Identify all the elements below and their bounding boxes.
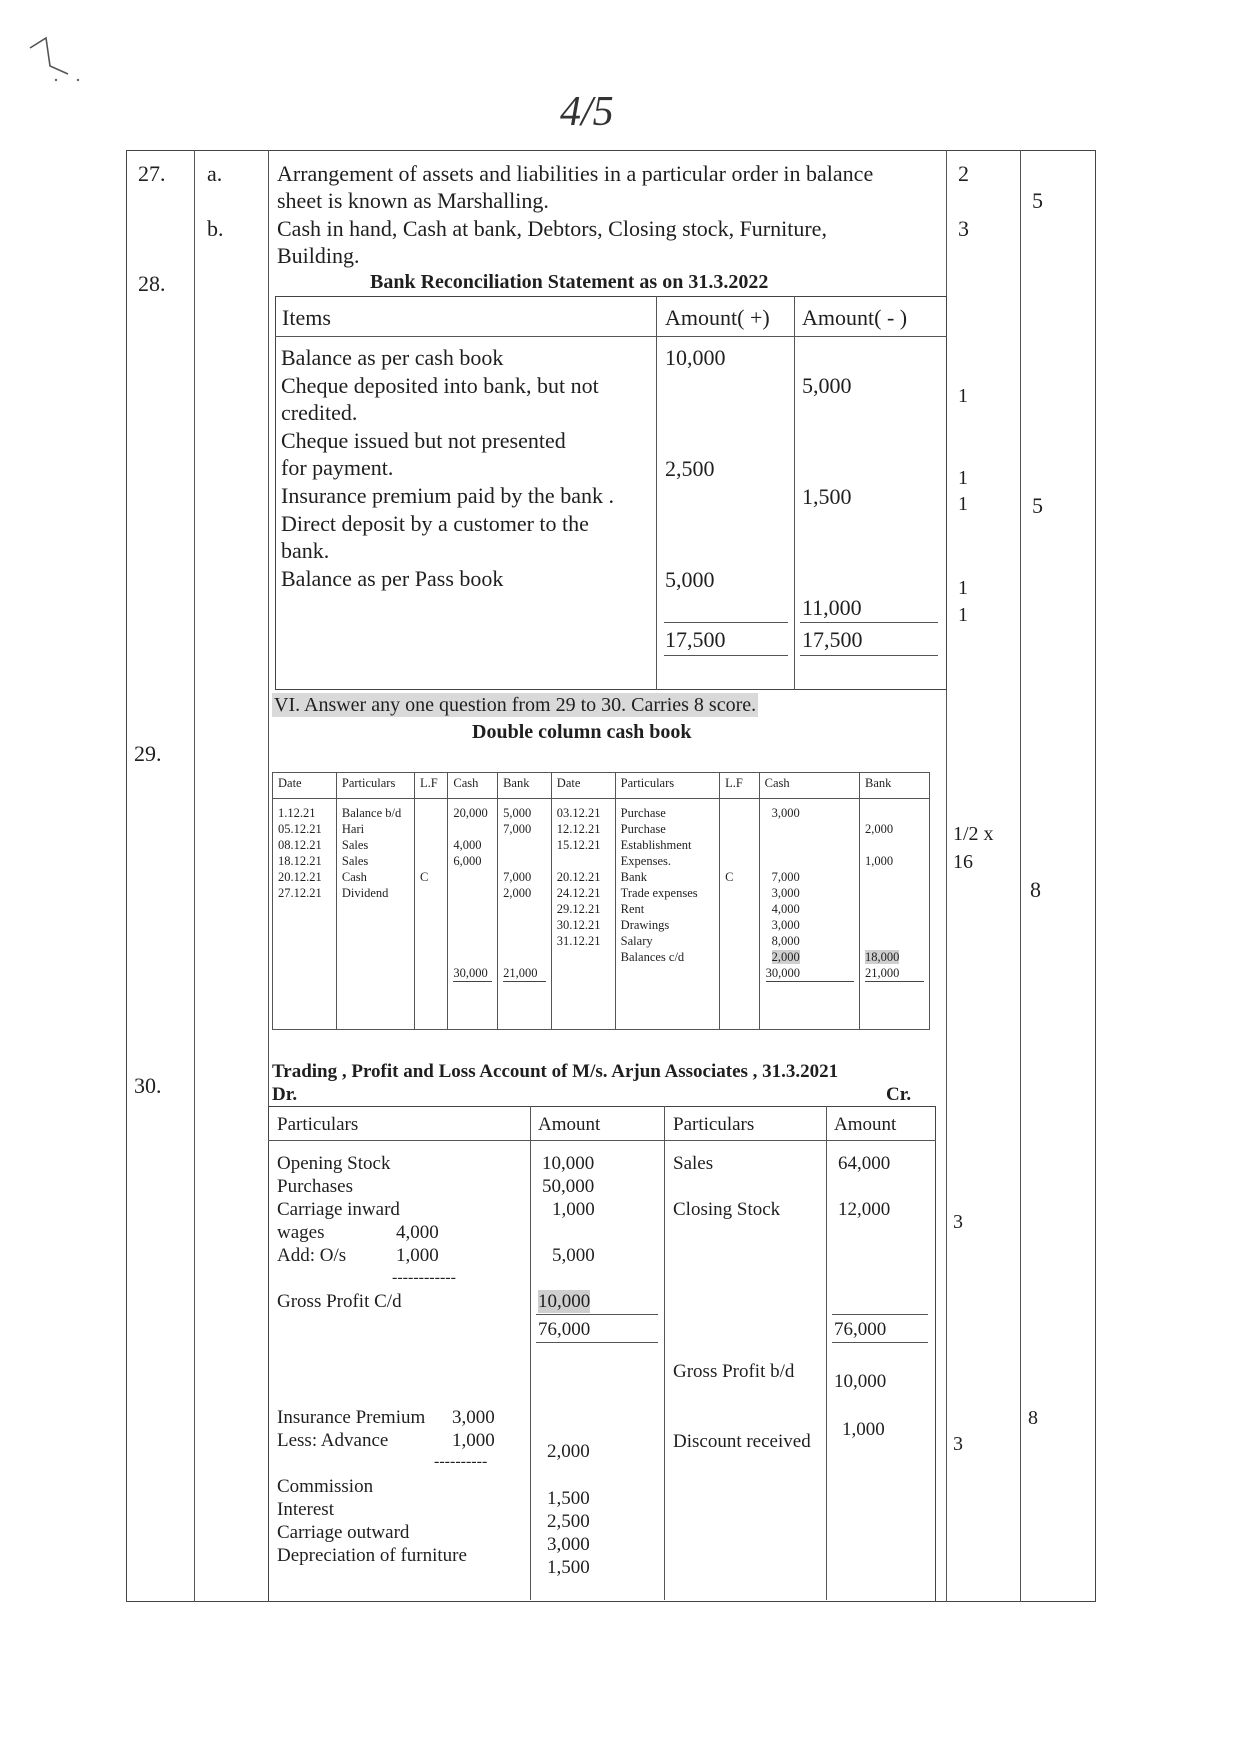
corner-scribble [10, 30, 100, 90]
q27a-line-2: sheet is known as Marshalling. [277, 188, 549, 213]
fa-tc-particular: Sales [673, 1153, 714, 1174]
brs-plus-value: 10,000 [665, 345, 726, 370]
cb-cell [865, 933, 924, 949]
cb-cell: 3,000 [771, 806, 800, 820]
cb-cell [865, 901, 924, 917]
cb-cr-particulars [615, 799, 719, 1030]
cb-header-bank: Bank [860, 773, 930, 799]
brs-total-rule-minus [800, 622, 938, 623]
fa-tc-total-rule [832, 1314, 928, 1315]
cb-cell [865, 805, 924, 821]
cb-cr-total-cash: 30,000 [766, 965, 854, 982]
cb-cell [865, 917, 924, 933]
cb-cell-highlight: 18,000 [865, 950, 900, 964]
cb-cell: 5,000 [503, 806, 532, 820]
fa-pd-particular: Carriage outward [277, 1522, 410, 1543]
fa-tc-total-underline [832, 1342, 928, 1343]
cb-header-bank: Bank [498, 773, 552, 799]
cb-dr-total-bank: 21,000 [503, 965, 546, 982]
cb-cell [503, 853, 546, 869]
fa-pd-particular: Depreciation of furniture [277, 1545, 467, 1566]
cb-cell [772, 837, 854, 853]
brs-col-1 [656, 296, 657, 690]
cb-cell [453, 869, 492, 885]
brs-item-line: Cheque issued but not presented [281, 427, 566, 453]
cb-cell: 03.12.21 [556, 806, 601, 820]
cb-cell [725, 821, 754, 837]
cb-cell: Rent [620, 902, 645, 916]
fa-pd-amount: 1,500 [547, 1488, 590, 1509]
q27-total: 5 [1032, 188, 1043, 213]
brs-col-2 [794, 296, 795, 690]
fa-pc-particular: Discount received [673, 1431, 811, 1452]
cb-cell [725, 853, 754, 869]
brs-minus-value: 11,000 [802, 595, 862, 620]
brs-item-line: for payment. [281, 455, 394, 481]
fa-tc-total: 76,000 [834, 1319, 887, 1340]
brs-item-line: bank. [281, 538, 330, 564]
cb-cell: Sales [341, 854, 369, 868]
fa-tc-amount: 12,000 [838, 1199, 891, 1220]
cb-cell [725, 901, 754, 917]
fa-pd-particular: Commission [277, 1476, 374, 1497]
cb-cell [725, 885, 754, 901]
q27b-line-2: Building. [277, 243, 360, 268]
fa-header-particulars: Particulars [277, 1114, 359, 1135]
cb-cell: 7,000 [503, 870, 532, 884]
brs-plus-value: 2,500 [665, 456, 715, 481]
fa-td-amount: 1,000 [552, 1199, 595, 1220]
cb-cell: 1.12.21 [278, 806, 316, 820]
cb-cell: 4,000 [453, 838, 482, 852]
brs-total-rule-plus [664, 622, 788, 623]
cb-cell: 7,000 [503, 822, 532, 836]
cb-cell: 20.12.21 [278, 870, 322, 884]
cb-dr-particulars [336, 799, 414, 1030]
cb-cell: 31.12.21 [556, 934, 601, 948]
cb-cell [772, 821, 854, 837]
brs-mark: 1 [958, 604, 968, 626]
cb-cell: 20,000 [453, 806, 488, 820]
q27b-score: 3 [958, 216, 969, 241]
brs-total-plus: 17,500 [665, 627, 726, 652]
cb-cell: 8,000 [771, 934, 800, 948]
fa-pd-particular: Insurance Premium [277, 1407, 426, 1428]
cb-cell: Cash [341, 870, 367, 884]
cb-cell-highlight: 2,000 [771, 950, 800, 964]
fa-td-particular: Opening Stock [277, 1153, 391, 1174]
fa-td-amount-gross-profit: 10,000 [538, 1291, 591, 1312]
fa-header-amount: Amount [538, 1114, 601, 1135]
cb-cell [725, 837, 754, 853]
cb-cell: 27.12.21 [278, 886, 322, 900]
brs-minus-value: 1,500 [802, 484, 852, 509]
fa-td-dash-rule: ------------ [392, 1269, 456, 1286]
cb-cell: Balances c/d [620, 950, 685, 964]
cb-cell: Purchase [620, 822, 666, 836]
cb-cell: 2,000 [865, 822, 894, 836]
cb-cell [420, 821, 442, 837]
cb-header-cash: Cash [759, 773, 859, 799]
fa-pd-particular: Interest [277, 1499, 334, 1520]
cb-cell: 05.12.21 [278, 822, 322, 836]
fa-tc-amount: 64,000 [838, 1153, 891, 1174]
cb-cell [557, 853, 610, 869]
brs-item-line: Direct deposit by a customer to the [281, 510, 589, 536]
section-6-heading: VI. Answer any one question from 29 to 30. Carries 8 score. [274, 694, 757, 716]
cb-cell: 30.12.21 [556, 918, 601, 932]
q30-mark: 3 [953, 1433, 963, 1455]
cb-header-lf: L.F [414, 773, 447, 799]
q27b-line-1: Cash in hand, Cash at bank, Debtors, Closing stock, Furniture, [277, 216, 827, 241]
brs-mark: 1 [958, 493, 968, 515]
double-column-cash-book [272, 772, 930, 1030]
brs-plus-value: 5,000 [665, 567, 715, 592]
cb-cell: 1,000 [865, 854, 894, 868]
q27a-score: 2 [958, 161, 969, 186]
cb-cell [865, 837, 924, 853]
cb-cell: Establishment [620, 838, 692, 852]
fa-header-particulars: Particulars [673, 1114, 755, 1135]
part-b-label: b. [207, 216, 224, 241]
brs-title: Bank Reconciliation Statement as on 31.3.2022 [370, 271, 769, 293]
cb-dr-total-cash: 30,000 [453, 965, 492, 982]
q29-mark-line: 16 [953, 851, 973, 873]
brs-header-line [275, 336, 947, 337]
brs-header-plus: Amount( +) [665, 305, 770, 330]
q29-total: 8 [1030, 877, 1041, 902]
cb-cell: 12.12.21 [556, 822, 601, 836]
brs-mark: 1 [958, 385, 968, 407]
cb-cell: Bank [620, 870, 648, 884]
q30-mark: 3 [953, 1211, 963, 1233]
dr-label: Dr. [272, 1084, 298, 1105]
fa-header-line [268, 1140, 936, 1141]
brs-item-line: Balance as per Pass book [281, 565, 504, 591]
question-number-28: 28. [138, 271, 166, 296]
brs-mark: 1 [958, 467, 968, 489]
q27a-line-1: Arrangement of assets and liabilities in a particular order in balance [277, 161, 874, 186]
fa-header-amount: Amount [834, 1114, 897, 1135]
fa-col-1 [530, 1106, 531, 1600]
cb-cell: Salary [620, 934, 653, 948]
col-divider-1 [194, 150, 195, 1602]
cb-header-particulars: Particulars [336, 773, 414, 799]
fa-td-particular: Gross Profit C/d [277, 1291, 402, 1312]
cb-cell [865, 869, 924, 885]
cb-header-cash: Cash [448, 773, 498, 799]
brs-item-line: Balance as per cash book [281, 345, 504, 370]
cb-cell [772, 853, 854, 869]
fa-td-total-rule [536, 1314, 658, 1315]
cb-cell: Dividend [341, 886, 389, 900]
cb-cell: C [725, 870, 734, 884]
cb-header-date: Date [273, 773, 337, 799]
cb-cell: 3,000 [771, 886, 800, 900]
cb-cell: 08.12.21 [278, 838, 322, 852]
fa-td-particular: wages [277, 1222, 325, 1243]
cb-cell [453, 821, 492, 837]
cb-cell: Sales [341, 838, 369, 852]
cb-cell: Drawings [620, 918, 670, 932]
fa-td-sub-amount: 1,000 [396, 1245, 439, 1266]
q28-total: 5 [1032, 493, 1043, 518]
cb-dr-cash [448, 799, 498, 1030]
cb-cell [725, 917, 754, 933]
fa-pd-sub-amount: 3,000 [452, 1407, 495, 1428]
cb-cr-bank [860, 799, 930, 1030]
fa-td-particular: Add: O/s [277, 1245, 347, 1266]
fa-pd-amount: 2,000 [547, 1441, 590, 1462]
cb-dr-bank [498, 799, 552, 1030]
fa-pd-dash-rule: ---------- [434, 1453, 488, 1470]
cb-cell: 15.12.21 [556, 838, 601, 852]
cb-cell: 20.12.21 [556, 870, 601, 884]
brs-total-underline-plus [664, 655, 788, 656]
fa-td-particular: Carriage inward [277, 1199, 400, 1220]
fa-pc-particular: Gross Profit b/d [673, 1361, 795, 1382]
cb-cell: 7,000 [771, 870, 800, 884]
q29-mark-line: 1/2 x [953, 823, 994, 845]
fa-pd-amount: 2,500 [547, 1511, 590, 1532]
brs-item-line: credited. [281, 400, 358, 426]
cb-cell [865, 885, 924, 901]
fa-td-amount: 50,000 [542, 1176, 595, 1197]
fa-td-total-underline [536, 1342, 658, 1343]
cb-cell [420, 837, 442, 853]
col-divider-4 [1020, 150, 1021, 1602]
cash-book-title: Double column cash book [472, 721, 692, 743]
cb-dr-dates [273, 799, 337, 1030]
cb-cell [420, 885, 442, 901]
cb-cell [503, 837, 546, 853]
cb-cell: 24.12.21 [556, 886, 601, 900]
cb-cell: Trade expenses [620, 886, 698, 900]
cb-cell [420, 853, 442, 869]
cb-cell [453, 885, 492, 901]
brs-header-items: Items [282, 305, 331, 330]
cb-cell [725, 949, 754, 965]
cb-cr-dates [551, 799, 615, 1030]
cb-cell: 6,000 [453, 854, 482, 868]
brs-mark: 1 [958, 577, 968, 599]
fa-pc-amount: 10,000 [834, 1371, 887, 1392]
cb-cell: Purchase [620, 806, 666, 820]
question-number-30: 30. [134, 1073, 162, 1098]
cb-header-date: Date [551, 773, 615, 799]
cb-cell: 18.12.21 [278, 854, 322, 868]
cb-cr-cash [759, 799, 859, 1030]
fa-tc-particular: Closing Stock [673, 1199, 781, 1220]
cb-cr-lf [720, 799, 760, 1030]
brs-total-minus: 17,500 [802, 627, 863, 652]
fa-col-2 [664, 1106, 665, 1600]
cb-cell: 29.12.21 [556, 902, 601, 916]
fa-td-total: 76,000 [538, 1319, 591, 1340]
cb-cell: Hari [341, 822, 365, 836]
part-a-label: a. [207, 161, 223, 186]
cb-header-particulars: Particulars [615, 773, 719, 799]
cb-cell [725, 805, 754, 821]
brs-item-line: Cheque deposited into bank, but not [281, 372, 599, 398]
fa-td-amount: 10,000 [542, 1153, 595, 1174]
brs-minus-value: 5,000 [802, 373, 852, 398]
cb-cell [725, 933, 754, 949]
brs-item-line: Insurance premium paid by the bank . [281, 482, 614, 508]
cb-cell [557, 949, 610, 965]
cb-cell: Expenses. [620, 854, 672, 868]
fa-pd-amount: 1,500 [547, 1557, 590, 1578]
final-accounts-title: Trading , Profit and Loss Account of M/s. Arjun Associates , 31.3.2021 [272, 1061, 839, 1082]
fa-pc-amount: 1,000 [842, 1419, 885, 1440]
cb-cell: 3,000 [771, 918, 800, 932]
fa-col-3 [826, 1106, 827, 1600]
cb-cr-total-bank: 21,000 [865, 965, 924, 982]
brs-total-underline-minus [800, 655, 938, 656]
question-number-29: 29. [134, 741, 162, 766]
fa-pd-particular: Less: Advance [277, 1430, 389, 1451]
fa-td-sub-amount: 4,000 [396, 1222, 439, 1243]
fa-pd-amount: 3,000 [547, 1534, 590, 1555]
fa-td-particular: Purchases [277, 1176, 353, 1197]
fa-pd-sub-amount: 1,000 [452, 1430, 495, 1451]
cb-dr-lf [414, 799, 447, 1030]
cb-cell: C [419, 870, 429, 884]
cb-header-lf: L.F [720, 773, 760, 799]
question-number-27: 27. [138, 161, 166, 186]
cb-cell: 4,000 [771, 902, 800, 916]
fa-td-amount: 5,000 [552, 1245, 595, 1266]
q30-total: 8 [1028, 1407, 1038, 1429]
cb-cell: 2,000 [503, 886, 532, 900]
page-number-handwritten: 4/5 [560, 89, 614, 135]
cb-cell [420, 805, 442, 821]
brs-header-minus: Amount( - ) [802, 305, 908, 330]
cb-cell: Balance b/d [341, 806, 402, 820]
cr-label: Cr. [886, 1084, 912, 1105]
